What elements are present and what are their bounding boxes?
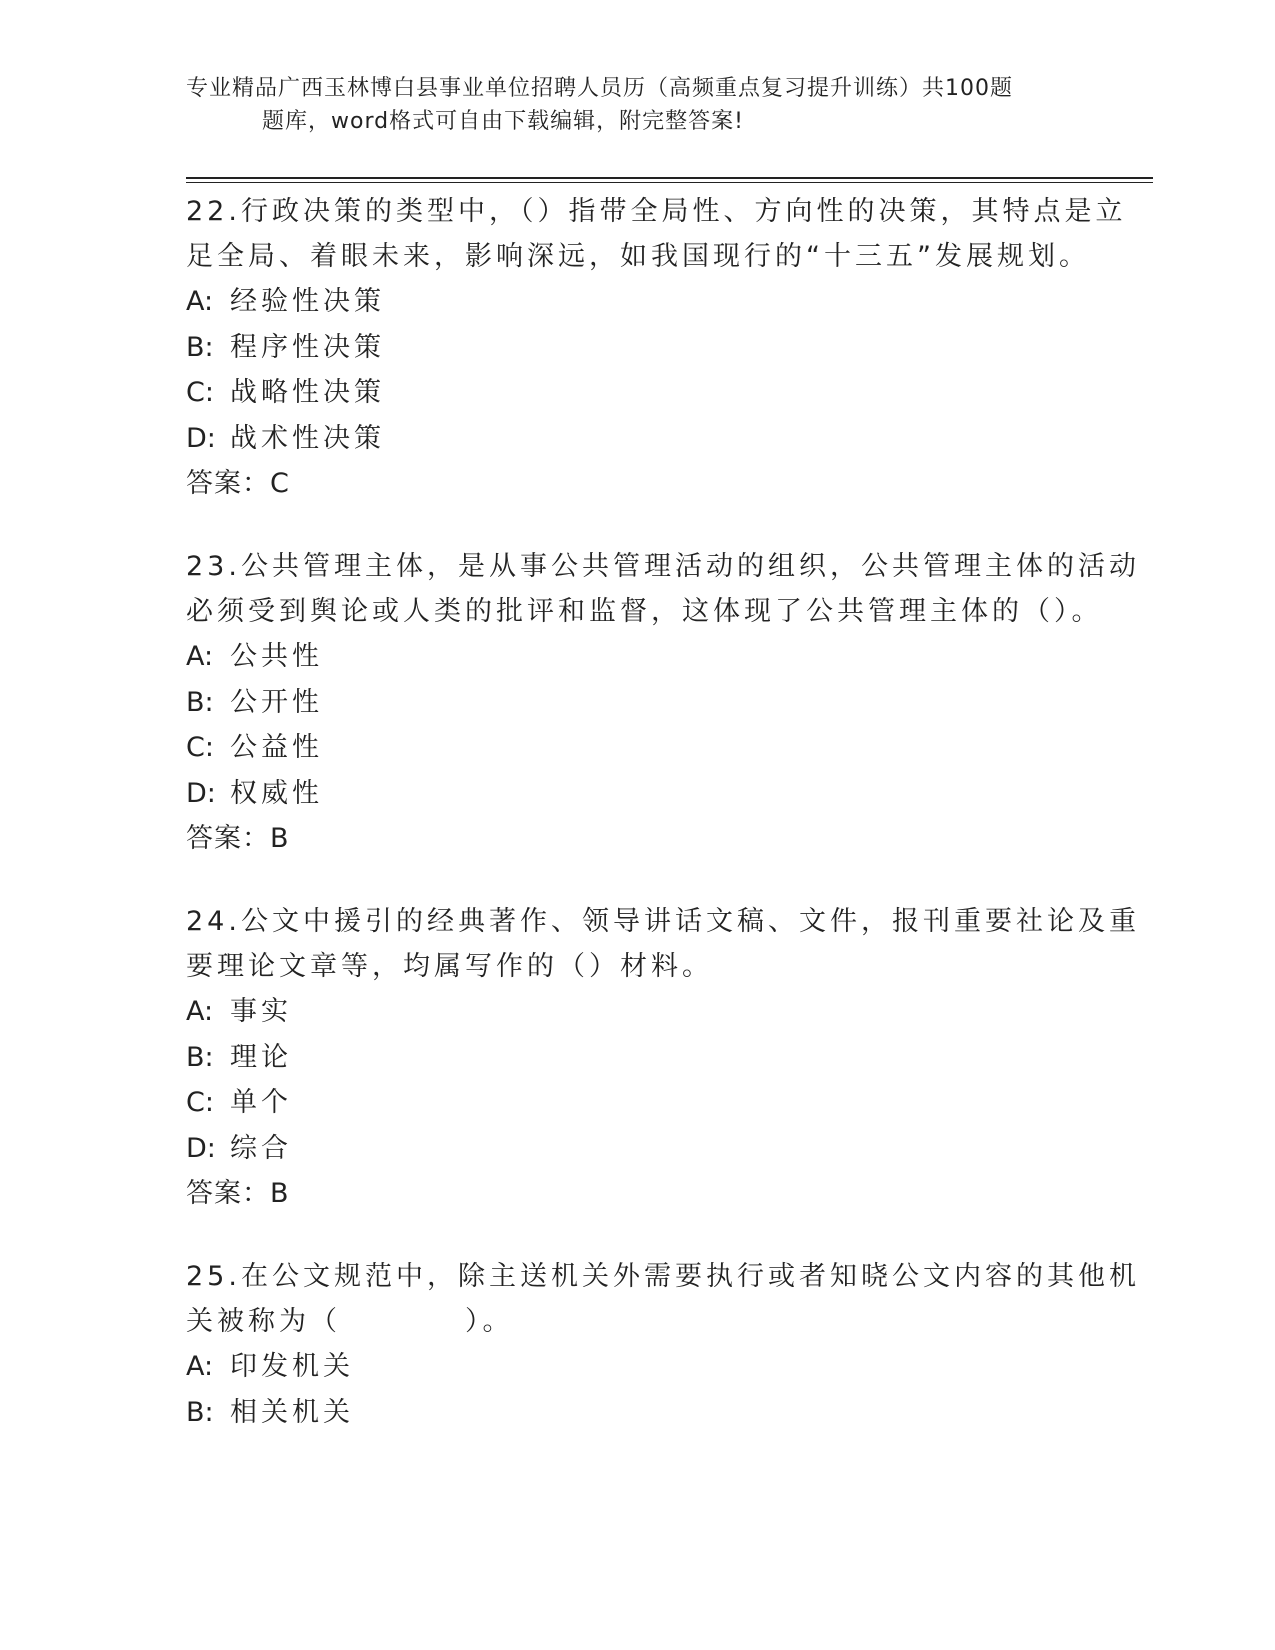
option-letter: C: [186, 377, 214, 408]
option-letter: D: [186, 1132, 216, 1164]
option-letter: B: [186, 331, 214, 363]
option-a [186, 279, 1086, 325]
option-d [186, 1126, 1086, 1172]
answer-label: 答案： [186, 1178, 270, 1209]
question-23 [186, 544, 1140, 861]
answer-value: B [270, 1178, 290, 1209]
question-25 [186, 1254, 1140, 1435]
option-text: 程序性决策 [230, 331, 385, 363]
answer-line [186, 461, 1086, 506]
question-stem-line-2: 要理论文章等，均属写作的（）材料。 [186, 951, 713, 982]
option-letter: B: [186, 1041, 214, 1073]
answer-value: B [270, 823, 290, 854]
option-letter: B: [186, 686, 214, 718]
option-letter: D: [186, 777, 216, 809]
option-letter: A: [186, 286, 214, 317]
question-stem-line-1: 22.行政决策的类型中，（）指带全局性、方向性的决策，其特点是立 [186, 196, 1127, 227]
answer-label: 答案： [186, 823, 270, 854]
option-text: 印发机关 [230, 1351, 354, 1382]
option-text: 权威性 [230, 777, 323, 809]
answer-value: C [270, 468, 290, 499]
option-d [186, 416, 1086, 462]
answer-line [186, 1171, 1086, 1216]
header-divider-thin [186, 182, 1153, 183]
option-letter: C: [186, 1087, 214, 1118]
option-b [186, 680, 1086, 726]
option-a [186, 634, 1086, 680]
option-b [186, 1035, 1086, 1081]
question-stem-line-1: 24.公文中援引的经典著作、领导讲话文稿、文件，报刊重要社论及重 [186, 906, 1140, 937]
question-stem-line-2: 关被称为（ ）。 [186, 1306, 514, 1337]
answer-line [186, 816, 1086, 861]
option-text: 理论 [230, 1041, 292, 1073]
option-text: 战略性决策 [230, 377, 385, 408]
option-a [186, 989, 1086, 1035]
option-text: 单个 [230, 1087, 292, 1118]
option-b [186, 325, 1086, 371]
option-c [186, 1080, 1086, 1126]
option-letter: B: [186, 1396, 214, 1428]
document-header [186, 72, 1086, 138]
option-letter: D: [186, 422, 216, 454]
option-letter: A: [186, 996, 214, 1027]
question-list [186, 189, 1140, 1473]
option-a [186, 1344, 1086, 1390]
header-title-line-2: 题库，word格式可自由下载编辑，附完整答案! [262, 109, 744, 134]
question-22 [186, 189, 1127, 506]
option-text: 公益性 [230, 732, 323, 763]
question-stem-line-2: 必须受到舆论或人类的批评和监督，这体现了公共管理主体的（）。 [186, 596, 1103, 627]
option-letter: C: [186, 732, 214, 763]
option-text: 经验性决策 [230, 286, 385, 317]
answer-label: 答案： [186, 468, 270, 499]
option-text: 战术性决策 [230, 422, 385, 454]
question-24 [186, 899, 1140, 1216]
option-text: 相关机关 [230, 1396, 354, 1428]
option-d [186, 771, 1086, 817]
option-text: 综合 [230, 1132, 292, 1164]
question-stem-line-2: 足全局、着眼未来，影响深远，如我国现行的“十三五”发展规划。 [186, 241, 1090, 272]
option-text: 公开性 [230, 686, 323, 718]
header-title-line-1: 专业精品广西玉林博白县事业单位招聘人员历（高频重点复习提升训练）共100题 [186, 76, 1013, 101]
option-text: 事实 [230, 996, 292, 1027]
question-stem-line-1: 25.在公文规范中，除主送机关外需要执行或者知晓公文内容的其他机 [186, 1261, 1140, 1292]
option-letter: A: [186, 1351, 214, 1382]
header-divider-thick [186, 177, 1153, 179]
option-b [186, 1390, 1086, 1436]
option-c [186, 370, 1086, 416]
option-c [186, 725, 1086, 771]
question-stem-line-1: 23.公共管理主体，是从事公共管理活动的组织，公共管理主体的活动 [186, 551, 1140, 582]
option-text: 公共性 [230, 641, 323, 672]
option-letter: A: [186, 641, 214, 672]
